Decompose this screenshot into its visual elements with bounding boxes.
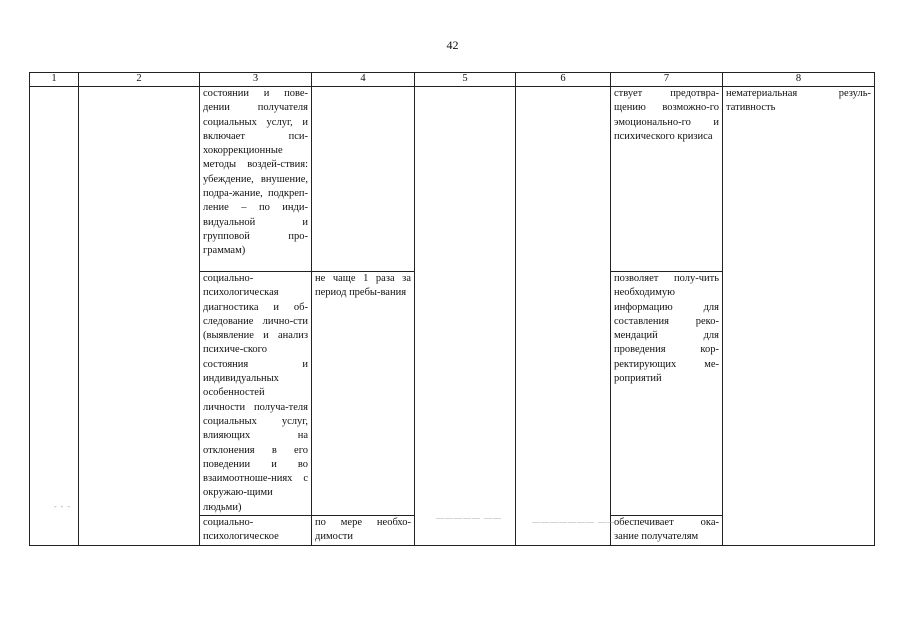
- cell-outcome: позволяет полу-чить необходимую информацию для составления реко-мендаций для проведения кор-ректирующих ме-роприятий: [611, 272, 723, 516]
- column-number-1: 1: [30, 73, 79, 87]
- table-row: [30, 87, 875, 272]
- cell-col2-merged: [79, 87, 200, 546]
- cell-col1-merged: [30, 87, 79, 546]
- scan-mark-col5: ————— ——: [436, 513, 502, 522]
- column-number-3: 3: [200, 73, 312, 87]
- cell-col6-merged: [516, 87, 611, 546]
- column-number-6: 6: [516, 73, 611, 87]
- column-number-4: 4: [312, 73, 415, 87]
- column-number-5: 5: [415, 73, 516, 87]
- column-number-7: 7: [611, 73, 723, 87]
- cell-frequency: [312, 87, 415, 272]
- services-table: [29, 72, 875, 546]
- cell-col5-merged: [415, 87, 516, 546]
- cell-outcome: ствует предотвра-щению возможно-го эмоционально-го и психического кризиса: [611, 87, 723, 272]
- cell-effectiveness: нематериальная резуль-тативность: [723, 87, 875, 546]
- cell-service-description: состоянии и пове-дении получателя социальных услуг, и включает пси-хокоррекционные методы воздей-ствия: убеждение, внушение, подра-жание, подкреп-ление – по инди-видуальной и групповой про-граммам): [200, 87, 312, 272]
- scan-mark-col6: ——————— ——: [532, 517, 616, 526]
- cell-service-description: социально-психологическое: [200, 516, 312, 546]
- column-number-2: 2: [79, 73, 200, 87]
- column-number-row: [30, 73, 875, 87]
- scan-mark-left: - - -: [54, 502, 71, 511]
- column-number-8: 8: [723, 73, 875, 87]
- cell-frequency: по мере необхо-димости: [312, 516, 415, 546]
- cell-outcome: обеспечивает ока-зание получателям: [611, 516, 723, 546]
- page-number: 42: [446, 38, 459, 52]
- cell-service-description: социально-психологическая диагностика и об-следование лично-сти (выявление и анализ психиче-ского состояния и индивидуальных особенностей личности получа-теля социальных услуг, влияющих на отклонения в его поведении и во взаимоотноше-ниях с окружаю-щими людьми): [200, 272, 312, 516]
- cell-frequency: не чаще 1 раза за период пребы-вания: [312, 272, 415, 516]
